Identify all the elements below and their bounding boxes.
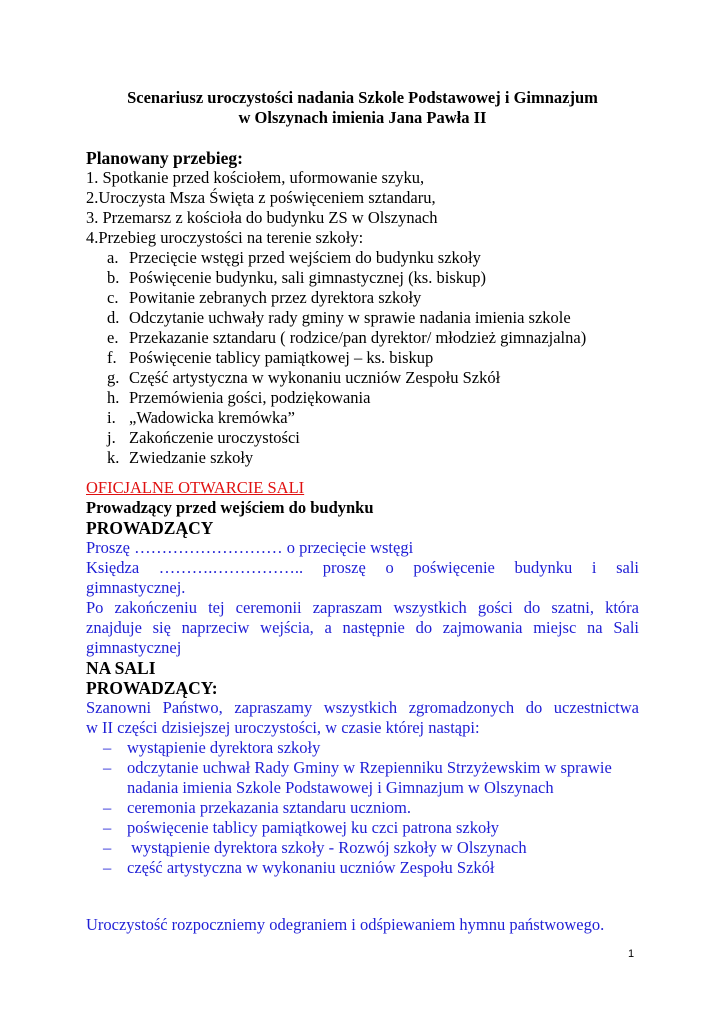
hall-heading: NA SALI	[86, 658, 156, 678]
list-item-text: wystąpienie dyrektora szkoły - Rozwój szkoły w Olszynach	[127, 838, 527, 857]
plan-subitem	[107, 408, 295, 428]
opening-line: Proszę ……………………… o przecięcie wstęgi	[86, 538, 414, 557]
list-item-text: część artystyczna w wykonaniu uczniów Zespołu Szkół	[127, 858, 495, 877]
plan-subitem	[107, 388, 370, 408]
subitem-text: „Wadowicka kremówka”	[129, 408, 295, 427]
dash-marker: –	[103, 758, 112, 777]
subitem-text: Poświęcenie budynku, sali gimnastycznej (ks. biskup)	[129, 268, 486, 287]
opening-line: gimnastycznej.	[86, 578, 186, 597]
subitem-text: Przemówienia gości, podziękowania	[129, 388, 371, 407]
plan-subitem	[107, 368, 500, 388]
hall-intro: Szanowni Państwo, zapraszamy wszystkich zgromadzonych do uczestnictwa	[86, 698, 639, 717]
hall-host-label: PROWADZĄCY:	[86, 678, 218, 698]
subitem-text: Odczytanie uchwały rady gminy w sprawie nadania imienia szkole	[129, 308, 571, 327]
subitem-text: Przekazanie sztandaru ( rodzice/pan dyrektor/ młodzież gimnazjalna)	[129, 328, 587, 347]
plan-item: 1. Spotkanie przed kościołem, uformowanie szyku,	[86, 168, 425, 187]
opening-line: Po zakończeniu tej ceremonii zapraszam wszystkich gości do szatni, która	[86, 598, 639, 617]
plan-subitem	[107, 308, 571, 328]
plan-subitem	[107, 288, 421, 308]
subitem-text: Przecięcie wstęgi przed wejściem do budynku szkoły	[129, 248, 481, 267]
subitem-label: h.	[107, 388, 120, 407]
plan-item: 4.Przebieg uroczystości na terenie szkoły:	[86, 228, 364, 247]
document-title-line2: w Olszynach imienia Jana Pawła II	[238, 108, 487, 127]
plan-subitem	[107, 268, 486, 288]
dash-marker: –	[103, 858, 112, 877]
subitem-label: k.	[107, 448, 120, 467]
plan-subitem	[107, 348, 433, 368]
opening-heading: OFICJALNE OTWARCIE SALI	[86, 478, 305, 497]
plan-subitem	[107, 448, 253, 468]
dash-marker: –	[103, 798, 112, 817]
plan-item: 2.Uroczysta Msza Święta z poświęceniem sztandaru,	[86, 188, 436, 207]
subitem-label: c.	[107, 288, 119, 307]
opening-line: znajduje się naprzeciw wejścia, a następnie do zajmowania miejsc na Sali	[86, 618, 639, 637]
dash-marker: –	[103, 738, 112, 757]
closing-text: Uroczystość rozpoczniemy odegraniem i odśpiewaniem hymnu państwowego.	[86, 915, 605, 934]
subitem-text: Zakończenie uroczystości	[129, 428, 300, 447]
subitem-label: f.	[107, 348, 117, 367]
list-item-text: poświęcenie tablicy pamiątkowej ku czci patrona szkoły	[127, 818, 500, 837]
list-item	[103, 858, 494, 878]
list-item-continuation: nadania imienia Szkole Podstawowej i Gimnazjum w Olszynach	[127, 778, 554, 797]
opening-line: gimnastycznej	[86, 638, 182, 657]
opening-line: Księdza ……….…………….. proszę o poświęcenie budynku i sali	[86, 558, 639, 577]
list-item	[103, 758, 612, 778]
list-item	[103, 798, 411, 818]
opening-host-label: PROWADZĄCY	[86, 518, 214, 538]
subitem-text: Powitanie zebranych przez dyrektora szkoły	[129, 288, 422, 307]
opening-subheading: Prowadzący przed wejściem do budynku	[86, 498, 374, 517]
list-item	[103, 738, 320, 758]
list-item-text: odczytanie uchwał Rady Gminy w Rzepienniku Strzyżewskim w sprawie	[127, 758, 612, 777]
subitem-text: Część artystyczna w wykonaniu uczniów Zespołu Szkół	[129, 368, 501, 387]
subitem-label: j.	[107, 428, 116, 447]
plan-subitem	[107, 328, 586, 348]
plan-subitem	[107, 428, 300, 448]
subitem-label: i.	[107, 408, 116, 427]
subitem-label: e.	[107, 328, 119, 347]
subitem-text: Zwiedzanie szkoły	[129, 448, 254, 467]
list-item	[103, 818, 499, 838]
subitem-text: Poświęcenie tablicy pamiątkowej – ks. biskup	[129, 348, 434, 367]
hall-intro: w II części dzisiejszej uroczystości, w czasie której nastąpi:	[86, 718, 480, 737]
plan-subitem	[107, 248, 481, 268]
subitem-label: d.	[107, 308, 120, 327]
plan-item: 3. Przemarsz z kościoła do budynku ZS w Olszynach	[86, 208, 438, 227]
subitem-label: b.	[107, 268, 120, 287]
list-item-text: ceremonia przekazania sztandaru uczniom.	[127, 798, 412, 817]
document-title-line1: Scenariusz uroczystości nadania Szkole Podstawowej i Gimnazjum	[127, 88, 598, 107]
plan-heading: Planowany przebieg:	[86, 148, 244, 168]
subitem-label: g.	[107, 368, 120, 387]
dash-marker: –	[103, 838, 112, 857]
subitem-label: a.	[107, 248, 119, 267]
dash-marker: –	[103, 818, 112, 837]
list-item-text: wystąpienie dyrektora szkoły	[127, 738, 321, 757]
page-number: 1	[628, 948, 635, 960]
list-item	[103, 838, 527, 858]
